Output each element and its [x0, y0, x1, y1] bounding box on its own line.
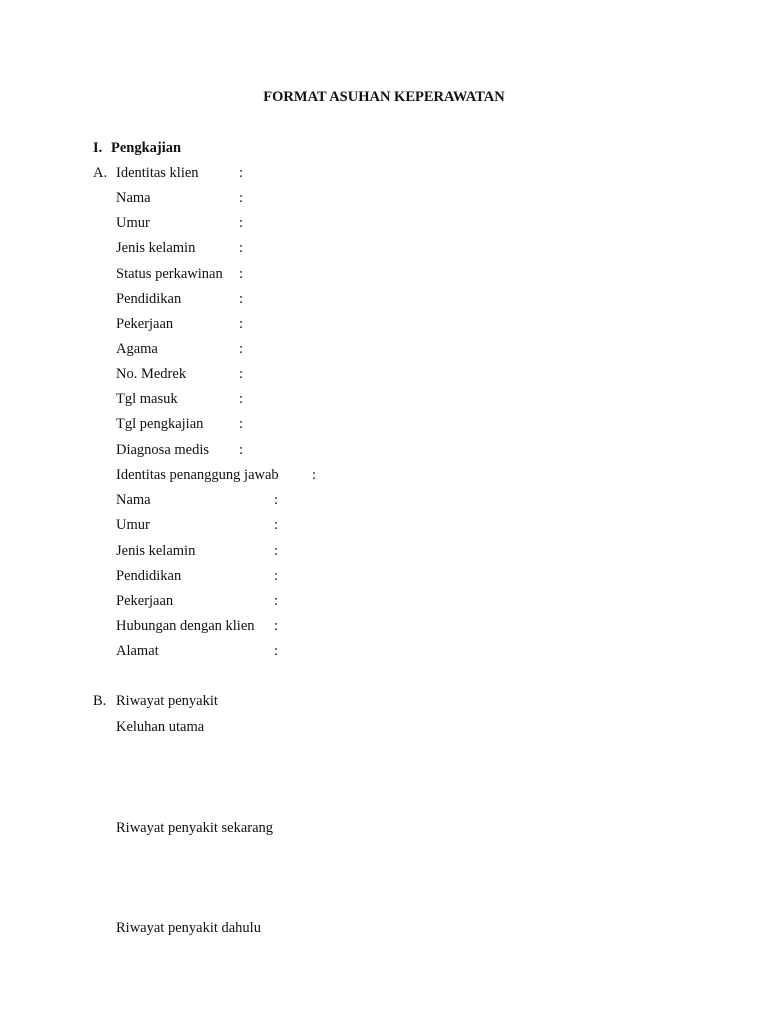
guardian-heading-colon: :: [312, 467, 317, 483]
guardian-field-jenis-kelamin-colon: :: [274, 543, 279, 559]
client-field-jenis-kelamin-label: Jenis kelamin: [116, 240, 196, 256]
riwayat-penyakit-dahulu-label: Riwayat penyakit dahulu: [116, 920, 261, 936]
section-b-letter: B.: [93, 693, 107, 709]
client-field-tgl-masuk-colon: :: [239, 391, 244, 407]
riwayat-penyakit-sekarang-label: Riwayat penyakit sekarang: [116, 820, 274, 836]
guardian-field-pendidikan-label: Pendidikan: [116, 568, 182, 584]
section-b-heading: Riwayat penyakit: [116, 693, 218, 709]
client-field-jenis-kelamin-colon: :: [239, 240, 244, 256]
client-field-tgl-pengkajian-colon: :: [239, 416, 244, 432]
client-field-umur-label: Umur: [116, 215, 150, 231]
guardian-field-alamat-colon: :: [274, 643, 279, 659]
section-a-letter: A.: [93, 165, 108, 181]
keluhan-utama-label: Keluhan utama: [116, 719, 205, 735]
client-field-pendidikan-label: Pendidikan: [116, 291, 182, 307]
section-1-heading: Pengkajian: [111, 140, 182, 156]
guardian-field-nama-colon: :: [274, 492, 279, 508]
guardian-field-nama-label: Nama: [116, 492, 151, 508]
client-field-pendidikan-colon: :: [239, 291, 244, 307]
guardian-field-pekerjaan-label: Pekerjaan: [116, 593, 174, 609]
client-field-status-perkawinan-colon: :: [239, 266, 244, 282]
client-field-diagnosa-medis-colon: :: [239, 442, 244, 458]
client-field-agama-label: Agama: [116, 341, 158, 357]
guardian-field-hubungan-colon: :: [274, 618, 279, 634]
client-field-pekerjaan-label: Pekerjaan: [116, 316, 174, 332]
guardian-heading: Identitas penanggung jawab: [116, 467, 279, 483]
guardian-field-hubungan-label: Hubungan dengan klien: [116, 618, 255, 634]
guardian-field-umur-colon: :: [274, 517, 279, 533]
guardian-field-pekerjaan-colon: :: [274, 593, 279, 609]
client-field-status-perkawinan-label: Status perkawinan: [116, 266, 223, 282]
section-a-heading: Identitas klien: [116, 165, 199, 181]
client-field-umur-colon: :: [239, 215, 244, 231]
guardian-field-umur-label: Umur: [116, 517, 150, 533]
client-field-tgl-masuk-label: Tgl masuk: [116, 391, 178, 407]
client-field-nama-colon: :: [239, 190, 244, 206]
guardian-field-alamat-label: Alamat: [116, 643, 159, 659]
client-field-diagnosa-medis-label: Diagnosa medis: [116, 442, 210, 458]
client-field-agama-colon: :: [239, 341, 244, 357]
client-field-tgl-pengkajian-label: Tgl pengkajian: [116, 416, 204, 432]
client-field-nama-label: Nama: [116, 190, 151, 206]
document-title: FORMAT ASUHAN KEPERAWATAN: [263, 89, 505, 105]
client-field-no-medrek-label: No. Medrek: [116, 366, 187, 382]
client-field-pekerjaan-colon: :: [239, 316, 244, 332]
guardian-field-jenis-kelamin-label: Jenis kelamin: [116, 543, 196, 559]
client-field-no-medrek-colon: :: [239, 366, 244, 382]
guardian-field-pendidikan-colon: :: [274, 568, 279, 584]
section-a-heading-colon: :: [239, 165, 244, 181]
section-1-number: I.: [93, 140, 103, 156]
